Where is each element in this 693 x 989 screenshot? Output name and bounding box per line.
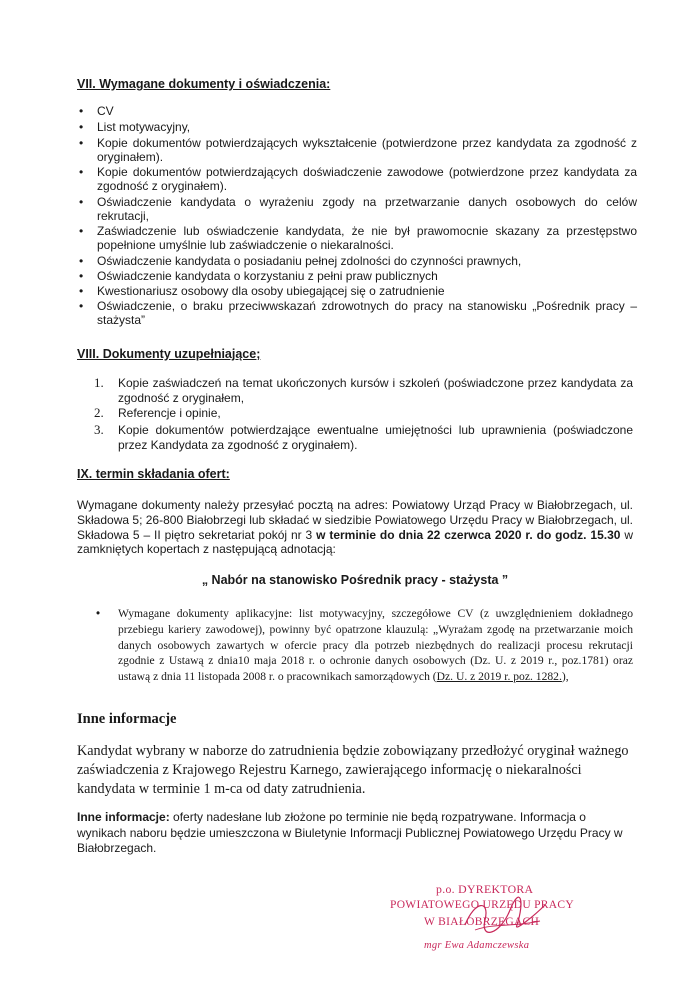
recruitment-annotation: „ Nabór na stanowisko Pośrednik pracy - stażysta ” (201, 573, 509, 587)
list-item: • Kwestionariusz osobowy dla osoby ubiegającej się o zatrudnienie (97, 285, 637, 299)
item-number: 3. (94, 422, 104, 437)
other-info-text: oferty nadesłane lub złożone po terminie nie będą rozpatrywane. Informacja o wynikach naboru będzie umieszczona w Biuletynie Informacji Publicznej Powiatowego Urzędu Pracy w Białobrzegach. (77, 810, 623, 855)
list-item: • Zaświadczenie lub oświadczenie kandydata, że nie był prawomocnie skazany za przestępstwo popełnione umyślnie lub zaświadczenie o niekaralności. (97, 225, 637, 252)
section-8-heading: VIII. Dokumenty uzupełniające; (77, 347, 261, 361)
numbered-item (94, 375, 633, 405)
section-9-heading: IX. termin składania ofert: (77, 467, 230, 481)
submission-paragraph (77, 498, 633, 557)
consent-text: Wymagane dokumenty aplikacyjne: list motywacyjny, szczegółowe CV (z uwzględnieniem dokładnego przebiegu kariery zawodowej), powinny być opatrzone klauzulą: „Wyrażam zgodę na przetwarzanie moich danych osobowych zawartych w ofercie pracy dla potrzeb niezbędnych do realizacji procesu rekrutacji zgodnie z Ustawą z dnia10 maja 2018 r. o ochronie danych osobowych (Dz. U. z 2019 r., poz.1781) oraz ustawą z dnia 11 listopada 2008 r. o pracownikach samorządowych ( (118, 607, 633, 684)
item-text: Referencje i opinie, (118, 406, 221, 420)
list-item: • Oświadczenie kandydata o wyrażeniu zgody na przetwarzanie danych osobowych do celów rekrutacji, (97, 196, 637, 223)
consent-text-end: ), (561, 670, 569, 684)
submission-text: Wymagane dokumenty należy przesyłać pocztą na adres: Powiatowy Urząd Pracy w Białobrzegach, ul. Składowa 5; 26-800 Białobrzegi lub składać w siedzibie Powiatowego Urzędu Pracy w Białobrzegach, ul. Składowa 5 – II piętro sekretariat pokój nr 3 (77, 498, 633, 542)
signature-scribble (455, 895, 555, 937)
list-item: • CV (97, 105, 637, 119)
stamp-line-office: POWIATOWEGO URZĘDU PRACY (390, 899, 574, 911)
other-info-heading: Inne informacje (77, 711, 177, 727)
list-item: • Oświadczenie kandydata o posiadaniu pełnej zdolności do czynności prawnych, (97, 255, 637, 269)
list-item: • Kopie dokumentów potwierdzających wykształcenie (potwierdzone przez kandydata za zgodność z oryginałem). (97, 137, 637, 164)
stamp-line-town: W BIAŁOBRZEGACH (424, 916, 540, 928)
numbered-item (94, 405, 633, 421)
list-item: • Oświadczenie, o braku przeciwwskazań zdrowotnych do pracy na stanowisku „Pośrednik pracy – stażysta” (97, 300, 637, 327)
section-7-heading: VII. Wymagane dokumenty i oświadczenia: (77, 77, 331, 91)
item-number: 2. (94, 405, 104, 420)
stamp-line-name: mgr Ewa Adamczewska (424, 940, 530, 951)
submission-text-end: w zamkniętych kopertach z następującą adnotacją: (77, 527, 633, 557)
item-text: Kopie zaświadczeń na temat ukończonych kursów i szkoleń (poświadczone przez kandydata za zgodność z oryginałem, (118, 376, 633, 405)
candidate-paragraph: Kandydat wybrany w naborze do zatrudnienia będzie zobowiązany przedłożyć oryginał ważnego zaświadczenia z Krajowego Rejestru Karnego, zawierającego informację o niekaralności kandydata w terminie 1 m-ca od daty zatrudnienia. (77, 743, 629, 797)
law-reference-link[interactable]: Dz. U. z 2019 r. poz. 1282. (436, 670, 562, 684)
stamp-line-title: p.o. DYREKTORA (436, 882, 534, 896)
item-text: Kopie dokumentów potwierdzające ewentualne umiejętności lub uprawnienia (poświadczone przez Kandydata za zgodność z oryginałem). (118, 423, 633, 452)
list-item: • Oświadczenie kandydata o korzystaniu z pełni praw publicznych (97, 270, 637, 284)
deadline-text: w terminie do dnia 22 czerwca 2020 r. do godz. 15.30 (316, 527, 621, 542)
consent-clause (118, 606, 633, 685)
list-item: • List motywacyjny, (97, 121, 637, 135)
list-item: • Kopie dokumentów potwierdzających doświadczenie zawodowe (potwierdzone przez kandydata za zgodność z oryginałem). (97, 166, 637, 193)
numbered-item (94, 422, 633, 452)
other-info-paragraph (77, 810, 633, 857)
item-number: 1. (94, 375, 104, 390)
other-info-label: Inne informacje: (77, 810, 170, 824)
